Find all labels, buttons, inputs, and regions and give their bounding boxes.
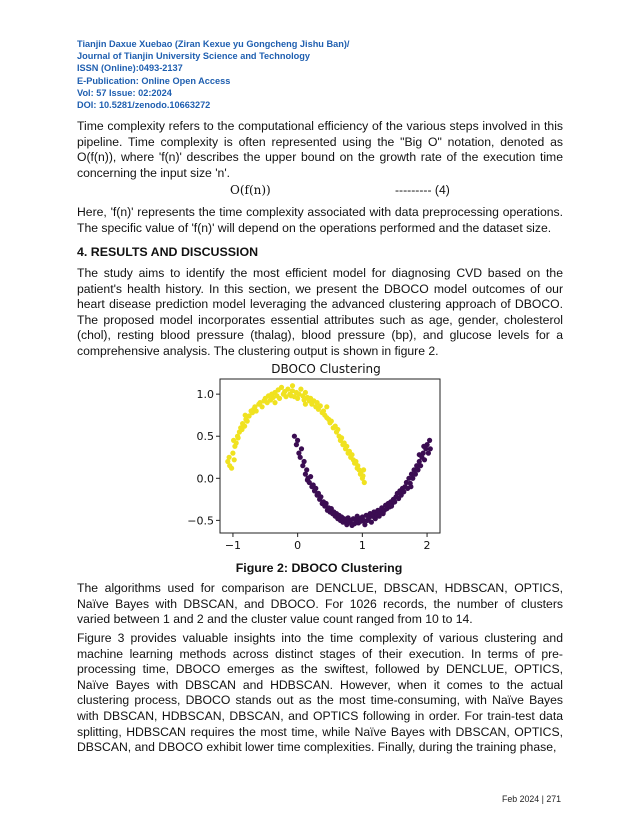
- scatter-point-cluster-2: [298, 455, 303, 460]
- y-tick-label: 0.0: [196, 472, 214, 486]
- equation-expression: O(f(n)): [230, 183, 271, 197]
- scatter-point-cluster-1: [362, 480, 367, 485]
- issn: ISSN (Online):0493-2137: [77, 63, 183, 74]
- scatter-point-cluster-1: [335, 427, 340, 432]
- y-tick-label: 1.0: [196, 388, 214, 402]
- scatter-point-cluster-1: [236, 435, 241, 440]
- scatter-point-cluster-1: [318, 403, 323, 408]
- scatter-point-cluster-2: [313, 486, 318, 491]
- paragraph-fn-explanation: Here, 'f(n)' represents the time complexity associated with data preprocessing operations. The specific value of 'f(n)' will depend on the operations performed and the dataset size.: [77, 205, 563, 235]
- journal-title: Tianjin Daxue Xuebao (Ziran Kexue yu Gongcheng Jishu Ban)/: [77, 39, 350, 49]
- scatter-point-cluster-2: [304, 467, 309, 472]
- scatter-point-cluster-2: [392, 499, 397, 504]
- scatter-point-cluster-2: [418, 463, 423, 468]
- scatter-point-cluster-2: [369, 520, 374, 525]
- scatter-point-cluster-1: [227, 455, 232, 460]
- scatter-point-cluster-1: [272, 400, 277, 405]
- scatter-point-cluster-2: [305, 477, 310, 482]
- scatter-point-cluster-1: [298, 387, 303, 392]
- scatter-point-cluster-1: [344, 444, 349, 449]
- x-tick-label: 2: [423, 539, 431, 552]
- dboco-clustering-chart: [188, 360, 458, 556]
- scatter-point-cluster-1: [324, 404, 329, 409]
- scatter-point-cluster-1: [303, 390, 308, 395]
- scatter-point-cluster-2: [389, 504, 394, 509]
- scatter-point-cluster-1: [230, 451, 235, 456]
- scatter-point-cluster-1: [260, 404, 265, 409]
- scatter-point-cluster-1: [285, 387, 290, 392]
- paragraph-results: The study aims to identify the most efficient model for diagnosing CVD based on the patient's health history. In this section, we present the DBOCO model outcomes of our heart disease prediction model leveraging the advanced clustering approach of DBOCO. The proposed model incorporates essential attributes such as age, gender, cholesterol (chol), resting blood pressure (thalag), blood pressure (bp), and glucose levels for a comprehensive analysis. The clustering output is shown in figure 2.: [77, 266, 563, 358]
- scatter-point-cluster-1: [232, 457, 237, 462]
- scatter-point-cluster-1: [242, 424, 247, 429]
- scatter-point-cluster-1: [229, 466, 234, 471]
- paragraph-figure-3: Figure 3 provides valuable insights into the time complexity of various clustering and machine learning methods across distinct stages of their execution. In terms of pre-processing time, DBOCO emerges as the swiftest, followed by DENCLUE, OPTICS, Naïve Bayes with DBSCAN and HDBSCAN. However, when it comes to the actual clustering process, DBOCO stands out as the most time-consuming, with Naïve Bayes with DBSCAN, HDBSCAN, DBSCAN, and OPTICS following in order. For train-test data splitting, HDBSCAN requires the most time, while Naïve Bayes with DBSCAN, OPTICS, DBSCAN, and DBOCO exhibit lower time complexities. Finally, during the training phase,: [77, 631, 563, 755]
- scatter-point-cluster-1: [279, 385, 284, 390]
- scatter-point-cluster-1: [234, 440, 239, 445]
- scatter-point-cluster-2: [427, 438, 432, 443]
- page-footer: Feb 2024 | 271: [501, 794, 561, 804]
- journal-header: [77, 38, 497, 111]
- scatter-point-cluster-2: [417, 452, 422, 457]
- scatter-point-cluster-2: [318, 494, 323, 499]
- x-tick-label: 1: [358, 539, 366, 552]
- scatter-point-cluster-2: [292, 434, 297, 439]
- figure-2: [188, 360, 458, 561]
- equation-number: --------- (4): [395, 183, 450, 197]
- scatter-point-cluster-1: [303, 402, 308, 407]
- x-tick-label: −1: [224, 539, 242, 552]
- chart-title: DBOCO Clustering: [271, 362, 381, 376]
- scatter-point-cluster-2: [422, 457, 427, 462]
- journal-subtitle: Journal of Tianjin University Science and Technology: [77, 51, 310, 62]
- scatter-point-cluster-1: [290, 383, 295, 388]
- scatter-point-cluster-2: [299, 446, 304, 451]
- y-tick-label: −0.5: [188, 514, 214, 528]
- scatter-point-cluster-1: [339, 435, 344, 440]
- publication-info: E-Publication: Online Open Access: [77, 75, 231, 86]
- scatter-point-cluster-1: [277, 396, 282, 401]
- scatter-point-cluster-2: [302, 459, 307, 464]
- scatter-point-cluster-2: [370, 514, 375, 519]
- scatter-point-cluster-2: [408, 484, 413, 489]
- scatter-point-cluster-1: [329, 419, 334, 424]
- paragraph-algorithms: The algorithms used for comparison are DENCLUE, DBSCAN, HDBSCAN, OPTICS, Naïve Bayes with DBSCAN, and DBOCO. For 1026 records, the number of clusters varied between 1 and 2 and the cluster value count ranged from 10 to 14.: [77, 581, 563, 627]
- paragraph-time-complexity: Time complexity refers to the computational efficiency of the various steps involved in this pipeline. Time complexity is often represented using the "Big O" notation, denoted as O(f(n)), where 'f(n)' describes the upper bound on the growth rate of the execution time concerning the input size 'n'.: [77, 119, 563, 180]
- scatter-points: [225, 383, 433, 528]
- section-heading: 4. RESULTS AND DISCUSSION: [77, 245, 259, 259]
- scatter-point-cluster-2: [295, 438, 300, 443]
- x-tick-label: 0: [294, 539, 302, 552]
- volume-issue: Vol: 57 Issue: 02:2024: [77, 87, 172, 98]
- equation-4: [77, 183, 563, 199]
- scatter-point-cluster-2: [350, 522, 355, 527]
- scatter-point-cluster-2: [428, 446, 433, 451]
- scatter-point-cluster-1: [245, 419, 250, 424]
- scatter-point-cluster-1: [360, 473, 365, 478]
- figure-caption: Figure 2: DBOCO Clustering: [235, 561, 403, 575]
- scatter-point-cluster-2: [331, 511, 336, 516]
- scatter-point-cluster-2: [421, 444, 426, 449]
- scatter-point-cluster-1: [361, 467, 366, 472]
- scatter-point-cluster-1: [254, 408, 259, 413]
- y-tick-label: 0.5: [196, 430, 214, 444]
- scatter-point-cluster-1: [349, 452, 354, 457]
- doi: DOI: 10.5281/zenodo.10663272: [77, 100, 211, 111]
